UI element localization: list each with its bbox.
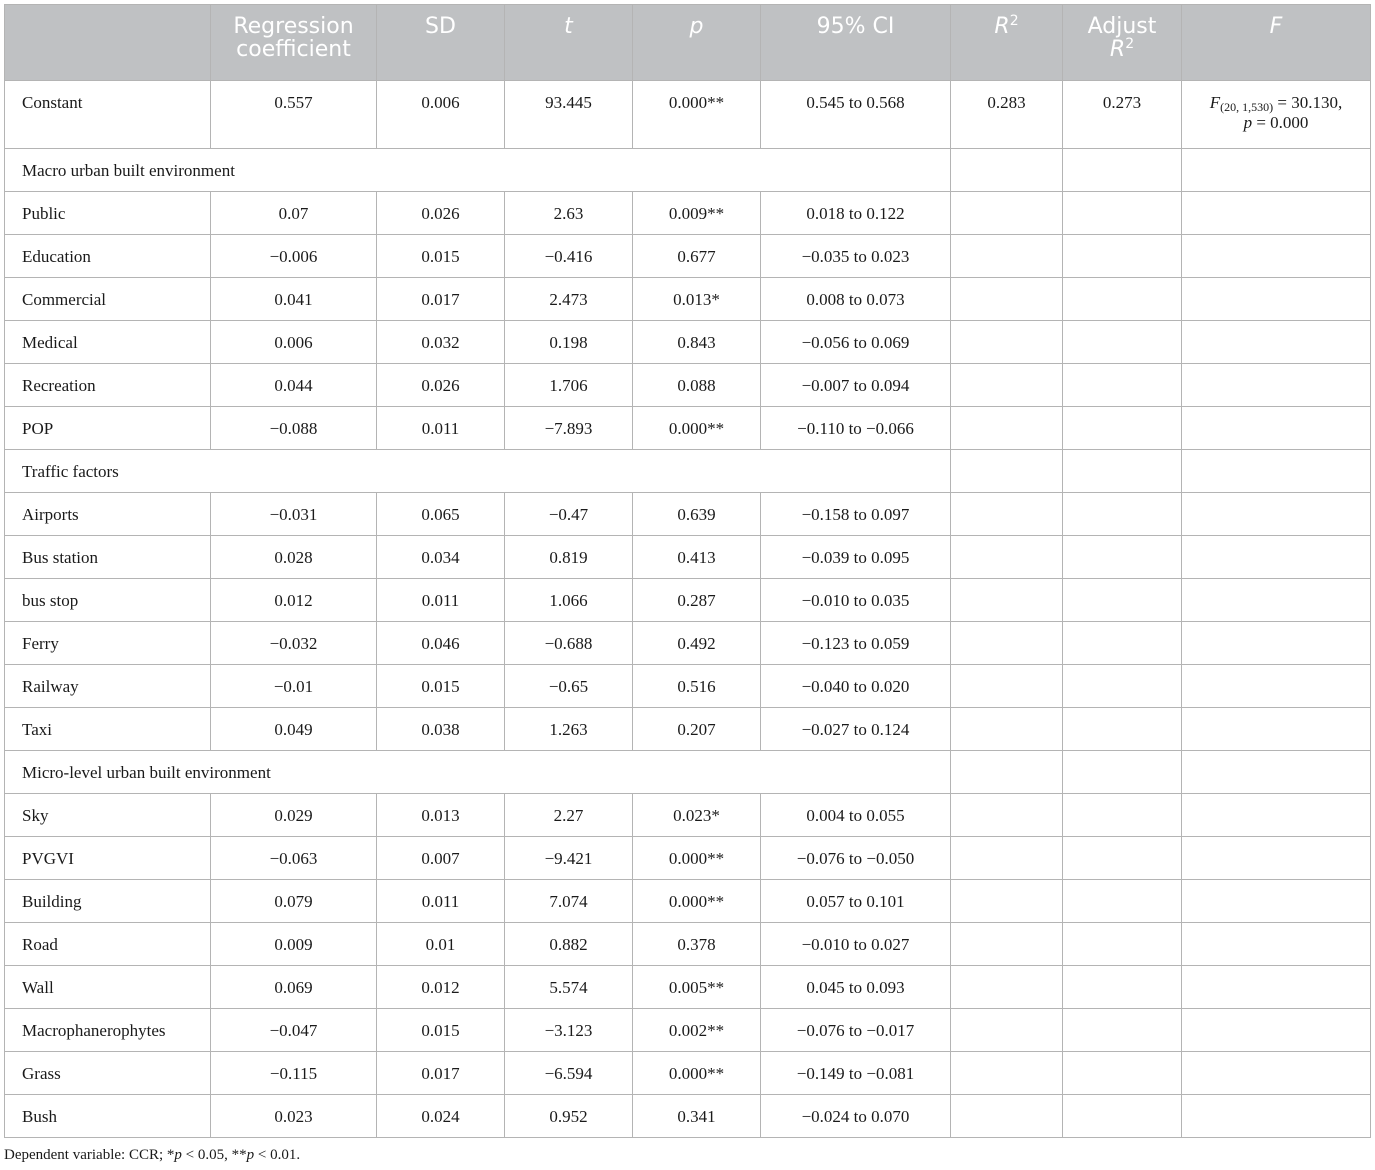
cell-p: 0.005**: [633, 966, 761, 1009]
cell-r2: [951, 407, 1063, 450]
cell-r2: [951, 1095, 1063, 1138]
cell-label: Grass: [5, 1052, 211, 1095]
cell-label: Constant: [5, 81, 211, 149]
cell-ci: −0.024 to 0.070: [761, 1095, 951, 1138]
cell-ci: −0.158 to 0.097: [761, 493, 951, 536]
cell-coef: −0.063: [211, 837, 377, 880]
cell-adj-r2: [1063, 880, 1182, 923]
cell-r2: [951, 794, 1063, 837]
cell-adj-r2: [1063, 794, 1182, 837]
cell-adj-r2: [1063, 1009, 1182, 1052]
cell-label: POP: [5, 407, 211, 450]
cell-ci: 0.545 to 0.568: [761, 81, 951, 149]
cell-sd: 0.011: [377, 880, 505, 923]
table-row: [5, 837, 1371, 880]
cell-f-statistic: [1182, 235, 1371, 278]
table-row: [5, 708, 1371, 751]
cell-label: Building: [5, 880, 211, 923]
cell-f-statistic: [1182, 665, 1371, 708]
header-adjust-line1: Adjust: [1087, 14, 1157, 39]
cell-ci: −0.007 to 0.094: [761, 364, 951, 407]
cell-f-statistic: [1182, 1052, 1371, 1095]
table-row: [5, 880, 1371, 923]
cell-f-statistic: [1182, 450, 1371, 493]
cell-adj-r2: [1063, 407, 1182, 450]
table-row-constant: [5, 81, 1371, 149]
cell-t: −0.47: [505, 493, 633, 536]
cell-coef: −0.115: [211, 1052, 377, 1095]
cell-r2: [951, 321, 1063, 364]
table-row: [5, 364, 1371, 407]
cell-r2: [951, 708, 1063, 751]
cell-t: 7.074: [505, 880, 633, 923]
cell-coef: 0.023: [211, 1095, 377, 1138]
cell-f-statistic: [1182, 407, 1371, 450]
cell-sd: 0.011: [377, 579, 505, 622]
cell-t: 2.473: [505, 278, 633, 321]
cell-ci: −0.010 to 0.027: [761, 923, 951, 966]
cell-t: −0.416: [505, 235, 633, 278]
cell-coef: −0.047: [211, 1009, 377, 1052]
cell-f-statistic: [1182, 923, 1371, 966]
cell-adj-r2: [1063, 536, 1182, 579]
cell-t: −0.688: [505, 622, 633, 665]
cell-ci: −0.076 to −0.017: [761, 1009, 951, 1052]
header-sd: SD: [377, 5, 505, 81]
cell-r2: [951, 450, 1063, 493]
table-row: [5, 622, 1371, 665]
cell-sd: 0.026: [377, 192, 505, 235]
f-stat-p-label: p: [1243, 113, 1253, 132]
cell-f-statistic: [1182, 794, 1371, 837]
header-t: t: [505, 5, 633, 81]
cell-r2: [951, 880, 1063, 923]
footnote-p2-label: p: [246, 1147, 255, 1163]
header-95-ci: 95% CI: [761, 5, 951, 81]
cell-p: 0.000**: [633, 407, 761, 450]
cell-f-statistic: [1182, 364, 1371, 407]
cell-t: 2.27: [505, 794, 633, 837]
cell-f-statistic: [1182, 278, 1371, 321]
header-r2-sup: 2: [1009, 13, 1019, 29]
cell-t: −7.893: [505, 407, 633, 450]
header-p: p: [633, 5, 761, 81]
cell-ci: −0.010 to 0.035: [761, 579, 951, 622]
cell-adj-r2: [1063, 837, 1182, 880]
cell-label: Macrophanerophytes: [5, 1009, 211, 1052]
cell-label: Education: [5, 235, 211, 278]
section-row-micro: [5, 751, 1371, 794]
cell-label: Railway: [5, 665, 211, 708]
cell-coef: −0.031: [211, 493, 377, 536]
cell-r2: [951, 1052, 1063, 1095]
header-regression-coefficient: [211, 5, 377, 81]
cell-coef: 0.029: [211, 794, 377, 837]
cell-p: 0.843: [633, 321, 761, 364]
cell-ci: −0.056 to 0.069: [761, 321, 951, 364]
cell-sd: 0.011: [377, 407, 505, 450]
header-variable: [5, 5, 211, 81]
cell-p: 0.013*: [633, 278, 761, 321]
cell-p: 0.002**: [633, 1009, 761, 1052]
cell-label: Sky: [5, 794, 211, 837]
table-footnote: [4, 1147, 300, 1164]
cell-r2: [951, 665, 1063, 708]
cell-f-statistic: [1182, 837, 1371, 880]
f-stat-base: F: [1209, 93, 1221, 112]
cell-coef: 0.012: [211, 579, 377, 622]
cell-label: Bus station: [5, 536, 211, 579]
cell-r2: [951, 1009, 1063, 1052]
cell-t: 1.706: [505, 364, 633, 407]
cell-adj-r2: [1063, 321, 1182, 364]
cell-p: 0.000**: [633, 1052, 761, 1095]
cell-ci: 0.045 to 0.093: [761, 966, 951, 1009]
cell-f-statistic: [1182, 708, 1371, 751]
table-row: [5, 321, 1371, 364]
cell-coef: 0.07: [211, 192, 377, 235]
section-row-traffic: [5, 450, 1371, 493]
cell-ci: −0.040 to 0.020: [761, 665, 951, 708]
cell-adj-r2: [1063, 966, 1182, 1009]
cell-sd: 0.065: [377, 493, 505, 536]
table-row: [5, 1052, 1371, 1095]
cell-r2: [951, 235, 1063, 278]
cell-sd: 0.032: [377, 321, 505, 364]
cell-p: 0.677: [633, 235, 761, 278]
cell-f-statistic: [1182, 1095, 1371, 1138]
table-row: [5, 278, 1371, 321]
header-adjust-r-sup: 2: [1125, 36, 1135, 52]
table-row: [5, 966, 1371, 1009]
footnote-p1-rest: < 0.05, **: [181, 1147, 247, 1163]
cell-t: 0.952: [505, 1095, 633, 1138]
cell-f-statistic: [1182, 966, 1371, 1009]
cell-sd: 0.034: [377, 536, 505, 579]
cell-p: 0.287: [633, 579, 761, 622]
cell-sd: 0.013: [377, 794, 505, 837]
cell-f-statistic: [1182, 622, 1371, 665]
table-row: [5, 665, 1371, 708]
cell-t: 93.445: [505, 81, 633, 149]
cell-p: 0.516: [633, 665, 761, 708]
header-adjust-r-base: R: [1109, 37, 1126, 62]
header-f: F: [1182, 5, 1371, 81]
header-coef-line1: Regression: [233, 14, 354, 39]
header-r2: [951, 5, 1063, 81]
cell-t: −6.594: [505, 1052, 633, 1095]
regression-table: [4, 4, 1371, 1138]
header-coef-line2: coefficient: [236, 37, 351, 62]
cell-r2: [951, 278, 1063, 321]
cell-adj-r2: [1063, 665, 1182, 708]
cell-adj-r2: [1063, 751, 1182, 794]
cell-ci: −0.076 to −0.050: [761, 837, 951, 880]
f-stat-value: = 30.130,: [1273, 93, 1343, 112]
cell-label: Public: [5, 192, 211, 235]
cell-sd: 0.01: [377, 923, 505, 966]
section-label: Macro urban built environment: [5, 149, 951, 192]
cell-ci: −0.027 to 0.124: [761, 708, 951, 751]
cell-f-statistic: [1182, 192, 1371, 235]
cell-t: 2.63: [505, 192, 633, 235]
cell-adj-r2: [1063, 364, 1182, 407]
cell-p: 0.000**: [633, 81, 761, 149]
section-label: Micro-level urban built environment: [5, 751, 951, 794]
cell-sd: 0.007: [377, 837, 505, 880]
table-row: [5, 536, 1371, 579]
footnote-prefix: Dependent variable: CCR; *: [4, 1147, 175, 1163]
cell-ci: −0.039 to 0.095: [761, 536, 951, 579]
cell-t: 5.574: [505, 966, 633, 1009]
f-stat-p-value: = 0.000: [1252, 113, 1309, 132]
table-row: [5, 923, 1371, 966]
cell-adj-r2: 0.273: [1063, 81, 1182, 149]
cell-label: Road: [5, 923, 211, 966]
cell-t: −0.65: [505, 665, 633, 708]
cell-p: 0.341: [633, 1095, 761, 1138]
cell-coef: 0.009: [211, 923, 377, 966]
cell-sd: 0.017: [377, 278, 505, 321]
cell-ci: 0.057 to 0.101: [761, 880, 951, 923]
cell-adj-r2: [1063, 622, 1182, 665]
cell-label: Wall: [5, 966, 211, 1009]
cell-coef: 0.069: [211, 966, 377, 1009]
cell-p: 0.009**: [633, 192, 761, 235]
cell-ci: 0.018 to 0.122: [761, 192, 951, 235]
cell-adj-r2: [1063, 923, 1182, 966]
section-row-macro: [5, 149, 1371, 192]
cell-ci: −0.035 to 0.023: [761, 235, 951, 278]
table-row: [5, 1009, 1371, 1052]
cell-f-statistic: [1182, 751, 1371, 794]
header-r2-base: R: [994, 14, 1010, 39]
regression-table-container: [4, 4, 1370, 1138]
cell-coef: −0.006: [211, 235, 377, 278]
cell-p: 0.000**: [633, 880, 761, 923]
cell-sd: 0.038: [377, 708, 505, 751]
cell-r2: [951, 622, 1063, 665]
header-row: [5, 5, 1371, 81]
cell-ci: 0.008 to 0.073: [761, 278, 951, 321]
cell-label: bus stop: [5, 579, 211, 622]
cell-coef: 0.079: [211, 880, 377, 923]
cell-r2: [951, 966, 1063, 1009]
table-row: [5, 794, 1371, 837]
cell-ci: −0.123 to 0.059: [761, 622, 951, 665]
cell-t: 0.819: [505, 536, 633, 579]
cell-adj-r2: [1063, 235, 1182, 278]
cell-r2: [951, 923, 1063, 966]
cell-label: Ferry: [5, 622, 211, 665]
cell-t: 0.882: [505, 923, 633, 966]
cell-sd: 0.015: [377, 665, 505, 708]
cell-adj-r2: [1063, 149, 1182, 192]
cell-t: 1.263: [505, 708, 633, 751]
cell-sd: 0.024: [377, 1095, 505, 1138]
cell-r2: [951, 837, 1063, 880]
cell-r2: [951, 364, 1063, 407]
cell-r2: [951, 149, 1063, 192]
cell-f-statistic: [1182, 149, 1371, 192]
cell-adj-r2: [1063, 708, 1182, 751]
cell-f-statistic: [1182, 536, 1371, 579]
cell-coef: 0.557: [211, 81, 377, 149]
cell-r2: [951, 536, 1063, 579]
cell-p: 0.207: [633, 708, 761, 751]
cell-sd: 0.015: [377, 1009, 505, 1052]
cell-adj-r2: [1063, 450, 1182, 493]
table-row: [5, 407, 1371, 450]
cell-t: −9.421: [505, 837, 633, 880]
cell-coef: 0.028: [211, 536, 377, 579]
cell-label: Airports: [5, 493, 211, 536]
cell-adj-r2: [1063, 1052, 1182, 1095]
cell-sd: 0.006: [377, 81, 505, 149]
cell-p: 0.378: [633, 923, 761, 966]
cell-coef: 0.044: [211, 364, 377, 407]
cell-ci: −0.110 to −0.066: [761, 407, 951, 450]
cell-sd: 0.015: [377, 235, 505, 278]
cell-adj-r2: [1063, 278, 1182, 321]
section-label: Traffic factors: [5, 450, 951, 493]
cell-sd: 0.046: [377, 622, 505, 665]
cell-p: 0.023*: [633, 794, 761, 837]
cell-p: 0.088: [633, 364, 761, 407]
cell-ci: 0.004 to 0.055: [761, 794, 951, 837]
cell-sd: 0.012: [377, 966, 505, 1009]
cell-label: Commercial: [5, 278, 211, 321]
cell-r2: [951, 192, 1063, 235]
table-row: [5, 1095, 1371, 1138]
cell-f-statistic: [1182, 579, 1371, 622]
cell-r2: 0.283: [951, 81, 1063, 149]
cell-f-statistic: [1182, 1009, 1371, 1052]
cell-coef: 0.041: [211, 278, 377, 321]
cell-label: Taxi: [5, 708, 211, 751]
cell-p: 0.492: [633, 622, 761, 665]
cell-t: 0.198: [505, 321, 633, 364]
cell-coef: −0.01: [211, 665, 377, 708]
cell-p: 0.639: [633, 493, 761, 536]
cell-coef: −0.088: [211, 407, 377, 450]
cell-label: Recreation: [5, 364, 211, 407]
cell-sd: 0.017: [377, 1052, 505, 1095]
cell-sd: 0.026: [377, 364, 505, 407]
footnote-p2-rest: < 0.01.: [254, 1147, 301, 1163]
cell-f-statistic: [1182, 880, 1371, 923]
cell-coef: −0.032: [211, 622, 377, 665]
cell-r2: [951, 579, 1063, 622]
cell-coef: 0.006: [211, 321, 377, 364]
cell-p: 0.413: [633, 536, 761, 579]
table-row: [5, 493, 1371, 536]
cell-adj-r2: [1063, 493, 1182, 536]
table-row: [5, 235, 1371, 278]
table-row: [5, 579, 1371, 622]
cell-ci: −0.149 to −0.081: [761, 1052, 951, 1095]
cell-adj-r2: [1063, 579, 1182, 622]
cell-adj-r2: [1063, 192, 1182, 235]
cell-label: Bush: [5, 1095, 211, 1138]
cell-r2: [951, 751, 1063, 794]
table-row: [5, 192, 1371, 235]
cell-label: Medical: [5, 321, 211, 364]
cell-f-statistic: [1182, 493, 1371, 536]
cell-coef: 0.049: [211, 708, 377, 751]
f-stat-sub: (20, 1,530): [1220, 100, 1274, 114]
cell-f-statistic: [1182, 321, 1371, 364]
cell-adj-r2: [1063, 1095, 1182, 1138]
cell-r2: [951, 493, 1063, 536]
cell-f-statistic: [1182, 81, 1371, 149]
header-adjust-r2: [1063, 5, 1182, 81]
footnote-p1-label: p: [174, 1147, 182, 1163]
cell-t: 1.066: [505, 579, 633, 622]
cell-label: PVGVI: [5, 837, 211, 880]
cell-p: 0.000**: [633, 837, 761, 880]
cell-t: −3.123: [505, 1009, 633, 1052]
